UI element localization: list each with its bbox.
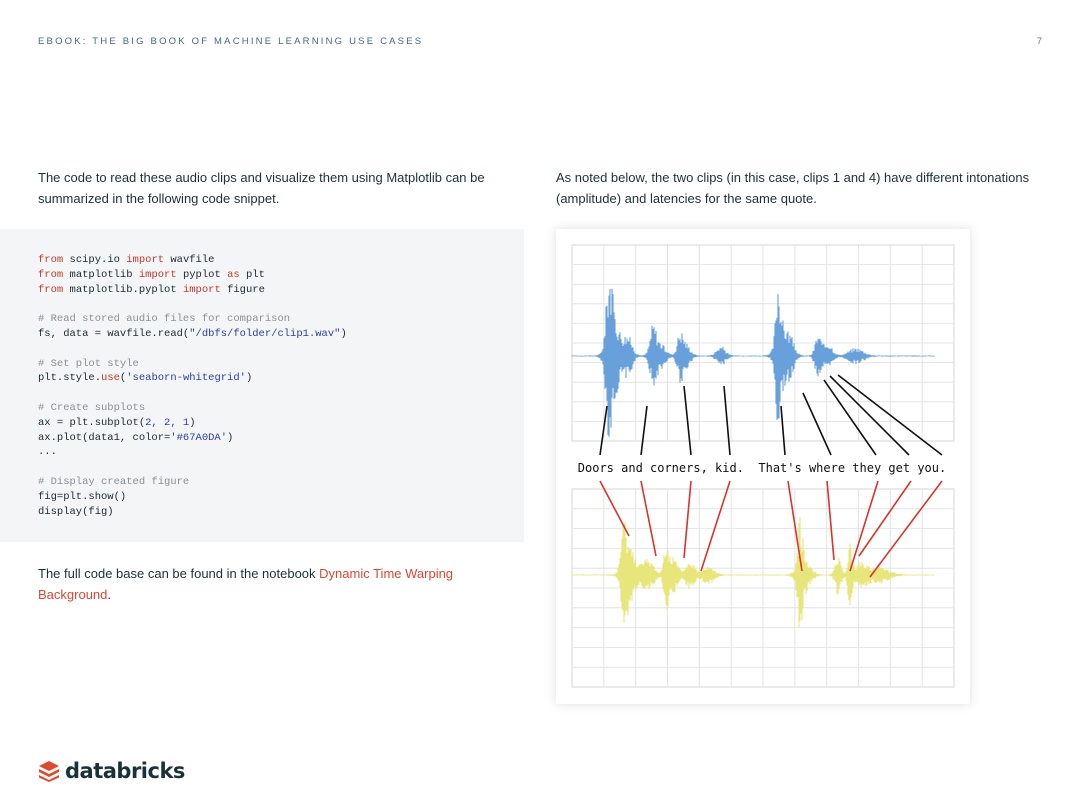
databricks-logo [38,758,185,784]
waveform-figure [556,229,970,704]
code-text: fig=plt.show() [38,490,127,503]
code-keyword: use [101,372,120,385]
code-keyword: import [126,254,165,266]
code-string: "/dbfs/folder/clip1.wav" [189,327,341,340]
code-text: ) [189,416,196,429]
code-text: plt [239,268,265,281]
code-text: scipy.io [63,254,127,266]
dtw-notebook-link-cont[interactable]: Background [38,587,108,602]
databricks-logo-text: databricks [65,759,185,783]
right-intro-paragraph [556,167,1056,209]
code-string: 2, 2, 1 [145,416,190,429]
right-intro-line-2: (amplitude) and latencies for the same quote. [556,191,817,206]
left-intro-line-2: summarized in the following code snippet. [38,191,280,206]
code-comment: # Set plot style [38,357,139,370]
code-text: ) [245,372,253,385]
code-comment: # Display created figure [38,475,190,488]
left-outro-line-2 [38,584,518,605]
code-text: ( [119,372,127,385]
code-text: plt.style. [38,372,102,385]
code-keyword: from [38,283,64,296]
code-snippet-block [0,229,524,542]
waveform-svg [556,229,970,704]
ebook-header-title: EBOOK: THE BIG BOOK OF MACHINE LEARNING USE CASES [38,36,424,47]
code-text: matplotlib [63,268,139,281]
code-text: ... [38,446,57,459]
left-outro-paragraph [38,563,518,605]
code-comment: # Read stored audio files for comparison [38,313,291,326]
code-keyword: import [138,268,177,281]
code-snippet [38,253,347,519]
dtw-notebook-link[interactable]: Dynamic Time Warping [319,566,454,581]
code-text: ax.plot(data1, color= [38,431,171,444]
page-number: 7 [1036,36,1042,47]
code-comment: # Create subplots [38,401,146,414]
left-intro-paragraph [38,167,518,209]
code-keyword: import [182,283,221,296]
code-text: matplotlib.pyplot [63,283,183,296]
right-intro-line-1: As noted below, the two clips (in this case, clips 1 and 4) have different intonations [556,170,1030,185]
code-text: figure [220,283,265,296]
code-text: display(fig) [38,505,114,518]
code-text: ) [227,431,234,444]
left-outro-line-1 [38,563,518,584]
outro-text: The full code base can be found in the notebook [38,566,320,581]
quote-text: Doors and corners, kid. That's where they get you. [577,461,947,475]
code-keyword: as [227,268,240,281]
code-text: ax = plt.subplot( [38,416,146,429]
code-string: '#67A0DA' [170,431,228,444]
code-keyword: from [38,268,64,281]
code-string: 'seaborn-whitegrid' [126,372,246,385]
code-keyword: from [38,254,64,266]
code-text: wavfile [164,254,215,266]
outro-period: . [107,587,112,602]
code-text: fs, data = wavfile.read( [38,327,190,340]
code-text: pyplot [176,268,228,281]
left-intro-line-1: The code to read these audio clips and visualize them using Matplotlib can be [38,170,485,185]
code-text: ) [340,327,347,340]
databricks-logo-icon [38,760,60,782]
